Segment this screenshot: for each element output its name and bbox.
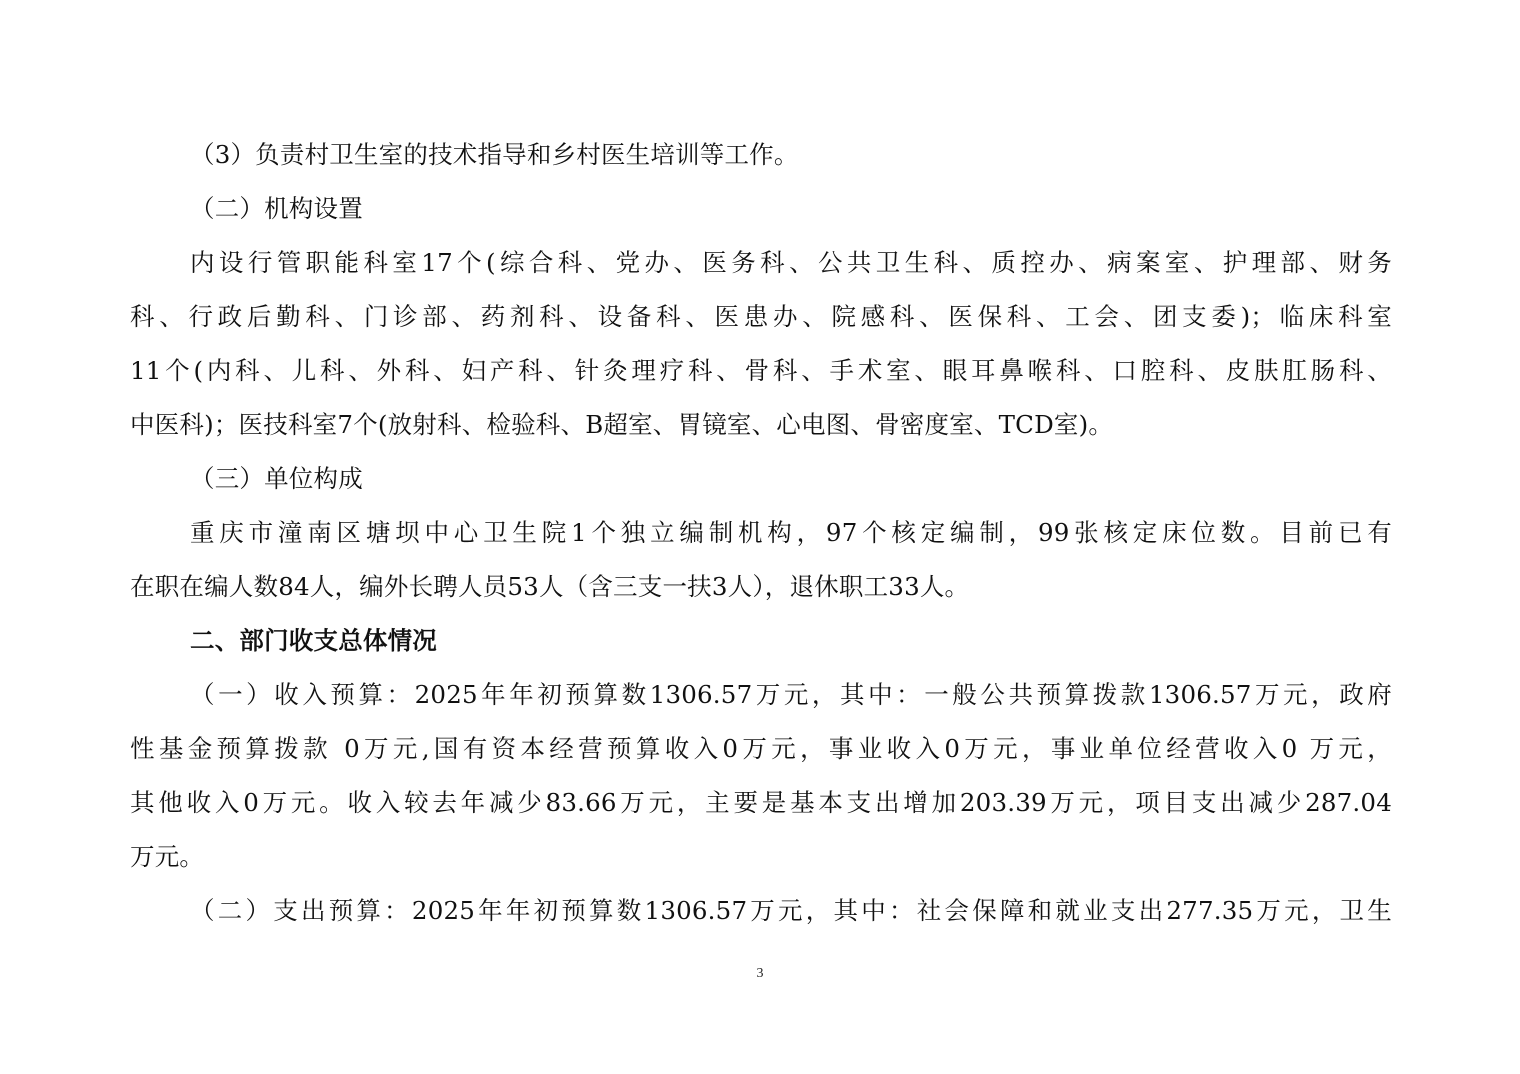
chapter-heading: 二、部门收支总体情况 (190, 626, 437, 655)
section-heading-composition: （三）单位构成 (190, 464, 363, 493)
paragraph-line: 万元。 (130, 842, 205, 871)
section-heading-structure: （二）机构设置 (190, 194, 363, 223)
paragraph-line: （二）支出预算：2025年年初预算数1306.57万元，其中：社会保障和就业支出277.35万元，卫生 (190, 896, 1392, 925)
paragraph-line: 其他收入0万元。收入较去年减少83.66万元，主要是基本支出增加203.39万元，项目支出减少287.04 (130, 788, 1392, 817)
page-number: 3 (756, 966, 764, 981)
paragraph-line: 重庆市潼南区塘坝中心卫生院1个独立编制机构，97个核定编制，99张核定床位数。目前已有 (190, 518, 1392, 547)
paragraph-line: （一）收入预算：2025年年初预算数1306.57万元，其中：一般公共预算拨款1306.57万元，政府 (190, 680, 1392, 709)
paragraph-line: 性基金预算拨款 0万元,国有资本经营预算收入0万元，事业收入0万元，事业单位经营收入0 万元， (130, 734, 1392, 763)
paragraph-line: 在职在编人数84人，编外长聘人员53人（含三支一扶3人），退休职工33人。 (130, 572, 970, 601)
paragraph-line: 11个(内科、儿科、外科、妇产科、针灸理疗科、骨科、手术室、眼耳鼻喉科、口腔科、皮肤肛肠科、 (130, 356, 1392, 385)
paragraph-line: 中医科)；医技科室7个(放射科、检验科、B超室、胃镜室、心电图、骨密度室、TCD室)。 (130, 410, 1114, 439)
paragraph-line: 科、行政后勤科、门诊部、药剂科、设备科、医患办、院感科、医保科、工会、团支委)；临床科室 (130, 302, 1392, 331)
paragraph-item-3: （3）负责村卫生室的技术指导和乡村医生培训等工作。 (190, 140, 799, 169)
paragraph-line: 内设行管职能科室17个(综合科、党办、医务科、公共卫生科、质控办、病案室、护理部、财务 (190, 248, 1392, 277)
document-body (130, 128, 1392, 938)
